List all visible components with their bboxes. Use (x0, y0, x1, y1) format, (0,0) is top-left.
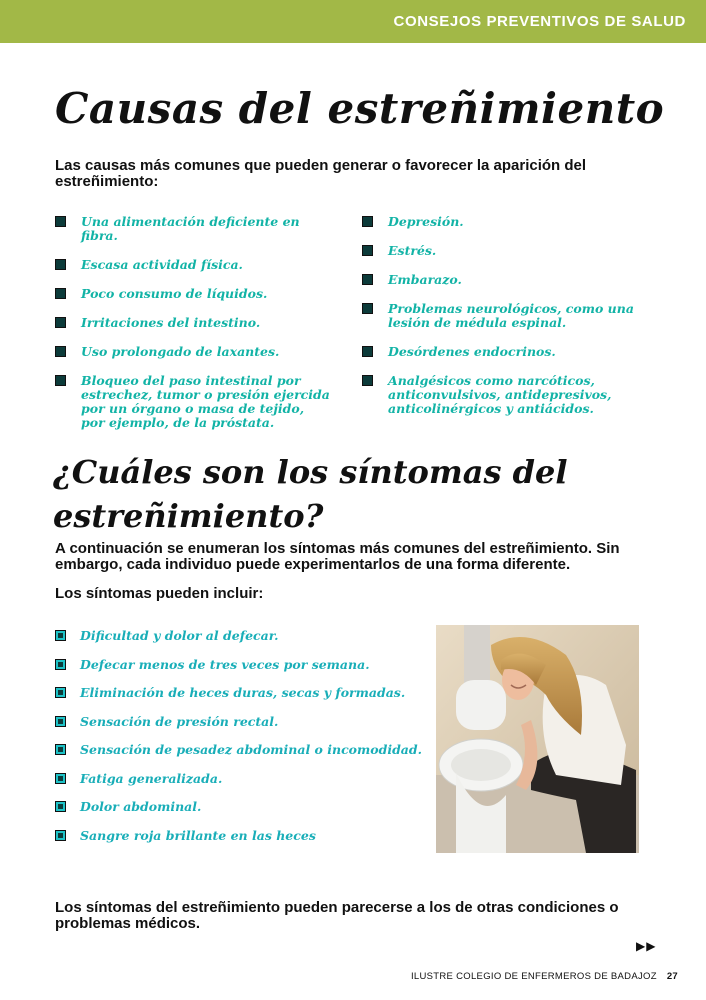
square-bullet-icon (55, 716, 66, 727)
square-bullet-icon (362, 274, 373, 285)
causes-list-right (362, 215, 647, 416)
list-item: Irritaciones del intestino. (55, 316, 330, 330)
page-footer (411, 971, 678, 982)
list-item: Una alimentación deficiente en fibra. (55, 215, 330, 243)
list-item: Embarazo. (362, 273, 647, 287)
symptoms-heading: ¿Cuáles son los síntomas del estreñimiento? (53, 453, 568, 535)
square-bullet-icon (55, 317, 66, 328)
list-item: Bloqueo del paso intestinal por estrechez, tumor o presión ejercida por un órgano o masa de tejido, por ejemplo, de la próstata. (55, 374, 330, 430)
list-item: Escasa actividad física. (55, 258, 330, 272)
causes-list-left (55, 215, 330, 430)
list-item: Dolor abdominal. (55, 800, 425, 814)
square-bullet-icon (362, 216, 373, 227)
symptoms-list (55, 629, 425, 857)
square-bullet-icon (55, 375, 66, 386)
organization-name: ILUSTRE COLEGIO DE ENFERMEROS DE BADAJOZ (410, 971, 657, 982)
square-bullet-icon (362, 245, 373, 256)
symptoms-subhead: Los síntomas pueden incluir: (55, 585, 264, 602)
page-number: 27 (666, 971, 678, 982)
woman-on-toilet-photo (436, 625, 639, 853)
square-bullet-icon (55, 288, 66, 299)
list-item: Uso prolongado de laxantes. (55, 345, 330, 359)
square-bullet-icon (55, 630, 66, 641)
square-bullet-icon (362, 346, 373, 357)
list-item: Poco consumo de líquidos. (55, 287, 330, 301)
list-item: Estrés. (362, 244, 647, 258)
list-item: Desórdenes endocrinos. (362, 345, 647, 359)
square-bullet-icon (55, 744, 66, 755)
square-bullet-icon (55, 216, 66, 227)
square-bullet-icon (55, 259, 66, 270)
list-item: Defecar menos de tres veces por semana. (55, 658, 425, 672)
list-item: Analgésicos como narcóticos, anticonvulsivos, antidepresivos, anticolinérgicos y antiácidos. (362, 374, 647, 416)
page-title: Causas del estreñimiento (55, 84, 665, 133)
list-item: Fatiga generalizada. (55, 772, 425, 786)
causes-intro: Las causas más comunes que pueden generar o favorecer la aparición del estreñimiento: (55, 157, 587, 190)
square-bullet-icon (55, 687, 66, 698)
list-item: Eliminación de heces duras, secas y formadas. (55, 686, 425, 700)
list-item: Sangre roja brillante en las heces (55, 829, 425, 843)
square-bullet-icon (362, 303, 373, 314)
section-label: CONSEJOS PREVENTIVOS DE SALUD (393, 13, 686, 30)
square-bullet-icon (55, 659, 66, 670)
symptoms-intro: A continuación se enumeran los síntomas más comunes del estreñimiento. Sin embargo, cada individuo puede experimentarlos de una forma diferente. (55, 540, 620, 573)
list-item: Sensación de presión rectal. (55, 715, 425, 729)
next-page-arrows-icon: ▶▶ (636, 939, 657, 953)
list-item: Depresión. (362, 215, 647, 229)
square-bullet-icon (55, 801, 66, 812)
closing-note: Los síntomas del estreñimiento pueden parecerse a los de otras condiciones o problemas médicos. (55, 899, 619, 932)
square-bullet-icon (362, 375, 373, 386)
square-bullet-icon (55, 346, 66, 357)
list-item: Problemas neurológicos, como una lesión de médula espinal. (362, 302, 647, 330)
list-item: Dificultad y dolor al defecar. (55, 629, 425, 643)
square-bullet-icon (55, 773, 66, 784)
list-item: Sensación de pesadez abdominal o incomodidad. (55, 743, 425, 757)
square-bullet-icon (55, 830, 66, 841)
